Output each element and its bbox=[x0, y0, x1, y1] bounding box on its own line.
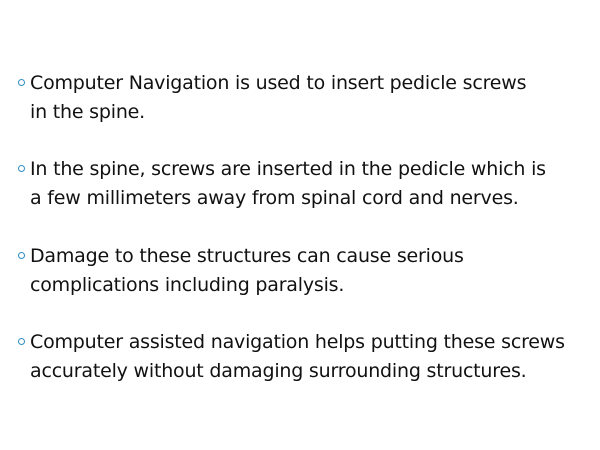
hollow-circle-bullet-icon bbox=[18, 252, 25, 259]
bullet-item bbox=[18, 242, 593, 300]
bullet-text-line: complications including paralysis. bbox=[30, 274, 345, 296]
bullet-text-line: accurately without damaging surrounding structures. bbox=[30, 360, 527, 382]
bullet-text bbox=[30, 69, 593, 127]
hollow-circle-bullet-icon bbox=[18, 165, 25, 172]
hollow-circle-bullet-icon bbox=[18, 338, 25, 345]
bullet-text bbox=[30, 242, 593, 300]
bullet-text-line: Damage to these structures can cause serious bbox=[30, 245, 464, 267]
bullet-text-line: in the spine. bbox=[30, 101, 145, 123]
bullet-text-line: Computer assisted navigation helps putting these screws bbox=[30, 331, 565, 353]
bullet-text bbox=[30, 155, 593, 213]
hollow-circle-bullet-icon bbox=[18, 79, 25, 86]
bullet-item bbox=[18, 155, 593, 213]
bullet-text-line: Computer Navigation is used to insert pedicle screws bbox=[30, 72, 527, 94]
bullet-text-line: In the spine, screws are inserted in the pedicle which is bbox=[30, 158, 546, 180]
bullet-item bbox=[18, 328, 593, 386]
bullet-text bbox=[30, 328, 593, 386]
bullet-item bbox=[18, 69, 593, 127]
bullet-text-line: a few millimeters away from spinal cord and nerves. bbox=[30, 187, 519, 209]
